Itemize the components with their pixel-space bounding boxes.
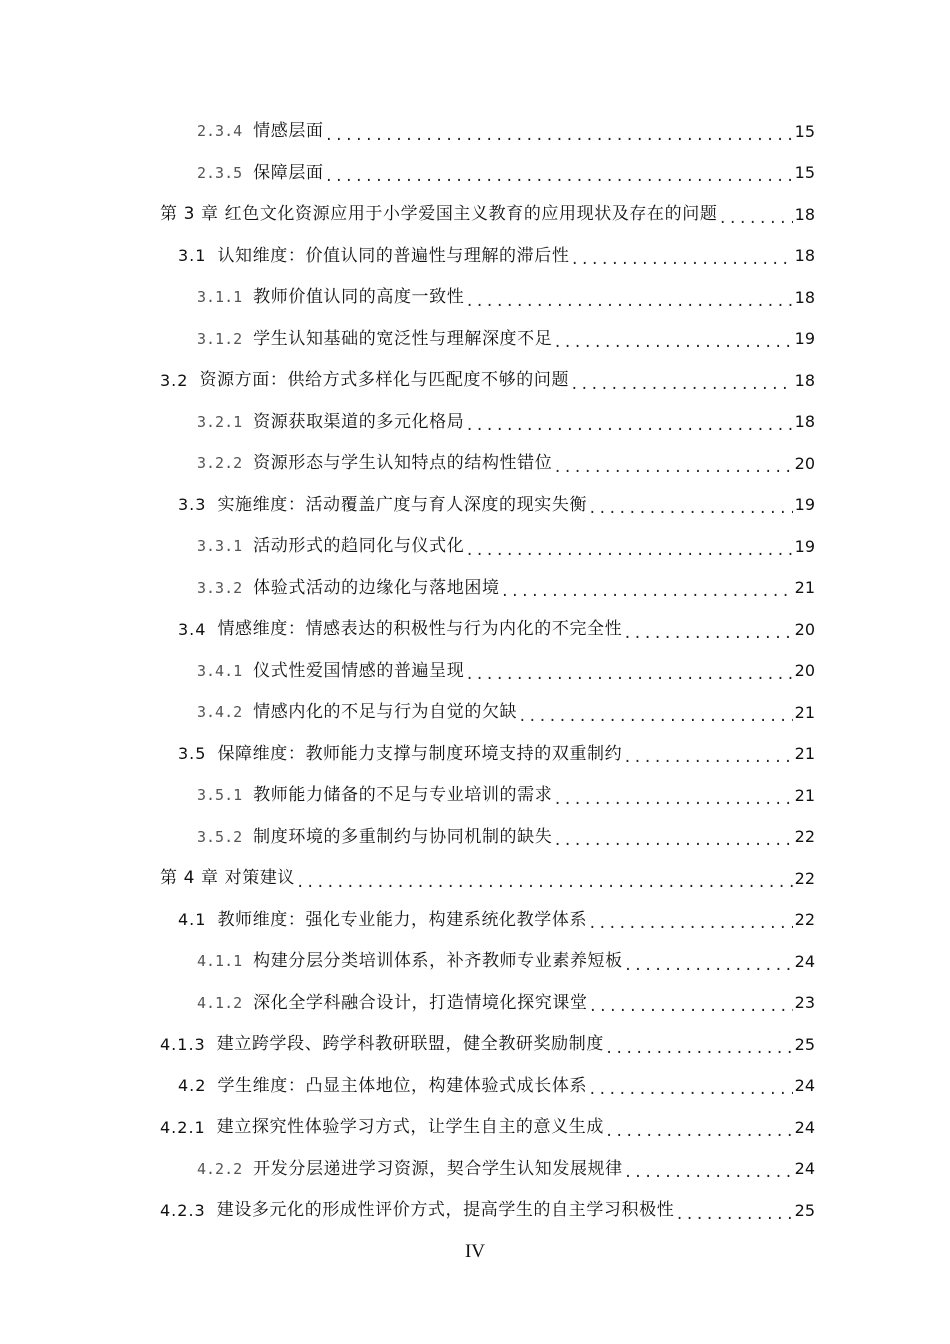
toc-entry-number: 4.1 (178, 910, 207, 930)
dot-leader (325, 169, 793, 194)
toc-entry-title: 资源获取渠道的多元化格局 (253, 411, 465, 432)
toc-entry[interactable] (0, 775, 950, 817)
toc-entry[interactable] (0, 360, 950, 402)
toc-entry-number: 3.5.1 (197, 786, 243, 805)
dot-leader (718, 211, 792, 236)
toc-entry-page: 19 (794, 495, 815, 515)
toc-entry-number: 4.2.1 (160, 1117, 206, 1137)
toc-entry-page: 19 (794, 536, 815, 556)
toc-entry-page: 20 (794, 619, 815, 639)
toc-entry-number: 3.3.2 (197, 578, 243, 597)
dot-leader (553, 792, 792, 817)
toc-entry-title: 学生维度：凸显主体地位，构建体验式成长体系 (217, 1075, 588, 1096)
toc-entry-page: 22 (794, 827, 815, 847)
toc-entry-page: 18 (794, 370, 815, 390)
toc-entry-page: 24 (794, 1076, 815, 1096)
toc-entry-title: 建立跨学段、跨学科教研联盟，健全教研奖励制度 (216, 1034, 604, 1055)
toc-entry[interactable] (0, 111, 950, 153)
dot-leader (675, 1207, 792, 1232)
dot-leader (588, 501, 793, 526)
dot-leader (570, 252, 792, 277)
dot-leader (570, 377, 793, 402)
toc-entry-number: 3.5 (178, 744, 207, 764)
toc-entry-title: 开发分层递进学习资源，契合学生认知发展规律 (253, 1158, 623, 1179)
toc-entry-title: 教师价值认同的高度一致性 (253, 287, 465, 308)
toc-entry[interactable] (0, 609, 950, 651)
dot-leader (465, 667, 792, 692)
toc-entry-page: 24 (794, 1159, 815, 1179)
toc-entry-title: 制度环境的多重制约与协同机制的缺失 (253, 826, 553, 847)
dot-leader (605, 1124, 793, 1149)
toc-entry[interactable] (0, 651, 950, 693)
dot-leader (589, 999, 793, 1024)
dot-leader (501, 584, 793, 609)
toc-entry[interactable] (0, 319, 950, 361)
toc-entry-page: 18 (794, 287, 815, 307)
toc-entry-number: 4.2 (178, 1076, 207, 1096)
dot-leader (553, 335, 792, 360)
toc-entry-page: 21 (794, 702, 815, 722)
toc-entry-page: 22 (794, 868, 815, 888)
toc-entry-number: 3.3 (178, 495, 207, 515)
dot-leader (624, 958, 793, 983)
dot-leader (518, 709, 792, 734)
toc-entry-title: 认知维度：价值认同的普遍性与理解的滞后性 (217, 245, 570, 266)
dot-leader (553, 460, 792, 485)
toc-entry[interactable] (0, 817, 950, 859)
toc-entry-number: 3.2.1 (197, 412, 243, 431)
toc-entry-title: 构建分层分类培训体系，补齐教师专业素养短板 (253, 951, 623, 972)
dot-leader (553, 833, 792, 858)
toc-entry-page: 20 (794, 453, 815, 473)
toc-entry-title: 保障层面 (253, 162, 324, 183)
toc-entry-page: 25 (794, 1200, 815, 1220)
table-of-contents (0, 111, 950, 1232)
toc-entry[interactable] (0, 1024, 950, 1066)
toc-entry-page: 25 (794, 1034, 815, 1054)
dot-leader (624, 1165, 793, 1190)
toc-entry-page: 20 (794, 661, 815, 681)
toc-entry-title: 建立探究性体验学习方式，让学生自主的意义生成 (216, 1117, 604, 1138)
toc-entry-title: 学生认知基础的宽泛性与理解深度不足 (253, 328, 553, 349)
toc-entry-title: 深化全学科融合设计，打造情境化探究课堂 (253, 992, 588, 1013)
toc-entry[interactable] (0, 277, 950, 319)
toc-entry[interactable] (0, 692, 950, 734)
toc-entry-number: 3.3.1 (197, 537, 243, 556)
toc-entry[interactable] (0, 1066, 950, 1108)
toc-entry-page: 24 (794, 1117, 815, 1137)
toc-entry[interactable] (0, 236, 950, 278)
toc-entry-page: 23 (794, 993, 815, 1013)
toc-entry-number: 3.4.2 (197, 703, 243, 722)
dot-leader (296, 875, 793, 900)
page-number-footer: IV (464, 1241, 486, 1262)
toc-entry-page: 21 (794, 744, 815, 764)
toc-entry-title: 情感层面 (253, 121, 324, 142)
toc-entry-title: 教师维度：强化专业能力，构建系统化教学体系 (217, 909, 588, 930)
toc-entry-title: 情感维度：情感表达的积极性与行为内化的不完全性 (217, 619, 623, 640)
toc-entry[interactable] (0, 1149, 950, 1191)
toc-entry[interactable] (0, 194, 950, 236)
dot-leader (325, 128, 793, 153)
toc-entry-number: 4.1.2 (197, 993, 243, 1012)
toc-entry-number: 4.2.2 (197, 1159, 243, 1178)
dot-leader (623, 750, 792, 775)
toc-entry-page: 15 (794, 121, 815, 141)
toc-entry[interactable] (0, 734, 950, 776)
toc-entry-title: 情感内化的不足与行为自觉的欠缺 (253, 702, 518, 723)
toc-entry[interactable] (0, 900, 950, 942)
toc-entry-number: 4.1.3 (160, 1034, 206, 1054)
toc-entry-number: 3.2.2 (197, 454, 243, 473)
dot-leader (465, 294, 792, 319)
toc-entry-title: 实施维度：活动覆盖广度与育人深度的现实失衡 (217, 494, 588, 515)
toc-entry-number: 3.1.1 (197, 288, 243, 307)
toc-entry-title: 第 3 章 红色文化资源应用于小学爱国主义教育的应用现状及存在的问题 (160, 204, 718, 225)
toc-entry-number: 3.1 (178, 246, 207, 266)
dot-leader (605, 1041, 793, 1066)
toc-entry-title: 保障维度：教师能力支撑与制度环境支持的双重制约 (217, 743, 623, 764)
toc-entry-page: 18 (794, 412, 815, 432)
toc-entry[interactable] (0, 402, 950, 444)
dot-leader (588, 916, 793, 941)
toc-entry-title: 教师能力储备的不足与专业培训的需求 (253, 785, 553, 806)
toc-entry-title: 资源形态与学生认知特点的结构性错位 (253, 453, 553, 474)
toc-entry[interactable] (0, 485, 950, 527)
toc-entry-title: 活动形式的趋同化与仪式化 (253, 536, 465, 557)
toc-entry[interactable] (0, 153, 950, 195)
toc-entry-page: 15 (794, 163, 815, 183)
toc-entry-title: 仪式性爱国情感的普遍呈现 (253, 660, 465, 681)
toc-entry[interactable] (0, 443, 950, 485)
toc-entry-page: 19 (794, 329, 815, 349)
toc-entry[interactable] (0, 568, 950, 610)
toc-entry-number: 3.1.2 (197, 329, 243, 348)
toc-entry-number: 2.3.5 (197, 163, 243, 182)
toc-entry-number: 2.3.4 (197, 122, 243, 141)
toc-entry[interactable] (0, 526, 950, 568)
toc-entry-page: 18 (794, 246, 815, 266)
dot-leader (465, 543, 792, 568)
toc-entry-page: 18 (794, 204, 815, 224)
toc-entry[interactable] (0, 983, 950, 1025)
toc-entry-page: 21 (794, 785, 815, 805)
toc-entry[interactable] (0, 858, 950, 900)
toc-entry-number: 3.5.2 (197, 827, 243, 846)
toc-entry-title: 第 4 章 对策建议 (160, 868, 296, 889)
toc-entry-page: 21 (794, 578, 815, 598)
dot-leader (465, 418, 792, 443)
toc-entry[interactable] (0, 941, 950, 983)
toc-entry-number: 3.2 (160, 370, 189, 390)
toc-entry-number: 3.4 (178, 619, 207, 639)
toc-entry-page: 24 (794, 951, 815, 971)
toc-entry-number: 3.4.1 (197, 661, 243, 680)
toc-entry-title: 资源方面：供给方式多样化与匹配度不够的问题 (199, 370, 570, 391)
toc-entry-page: 22 (794, 910, 815, 930)
dot-leader (623, 626, 792, 651)
toc-entry[interactable] (0, 1190, 950, 1232)
toc-entry-number: 4.2.3 (160, 1200, 206, 1220)
toc-entry-title: 体验式活动的边缘化与落地困境 (253, 577, 500, 598)
toc-entry[interactable] (0, 1107, 950, 1149)
toc-entry-number: 4.1.1 (197, 952, 243, 971)
toc-entry-title: 建设多元化的形成性评价方式，提高学生的自主学习积极性 (216, 1200, 675, 1221)
dot-leader (588, 1082, 793, 1107)
